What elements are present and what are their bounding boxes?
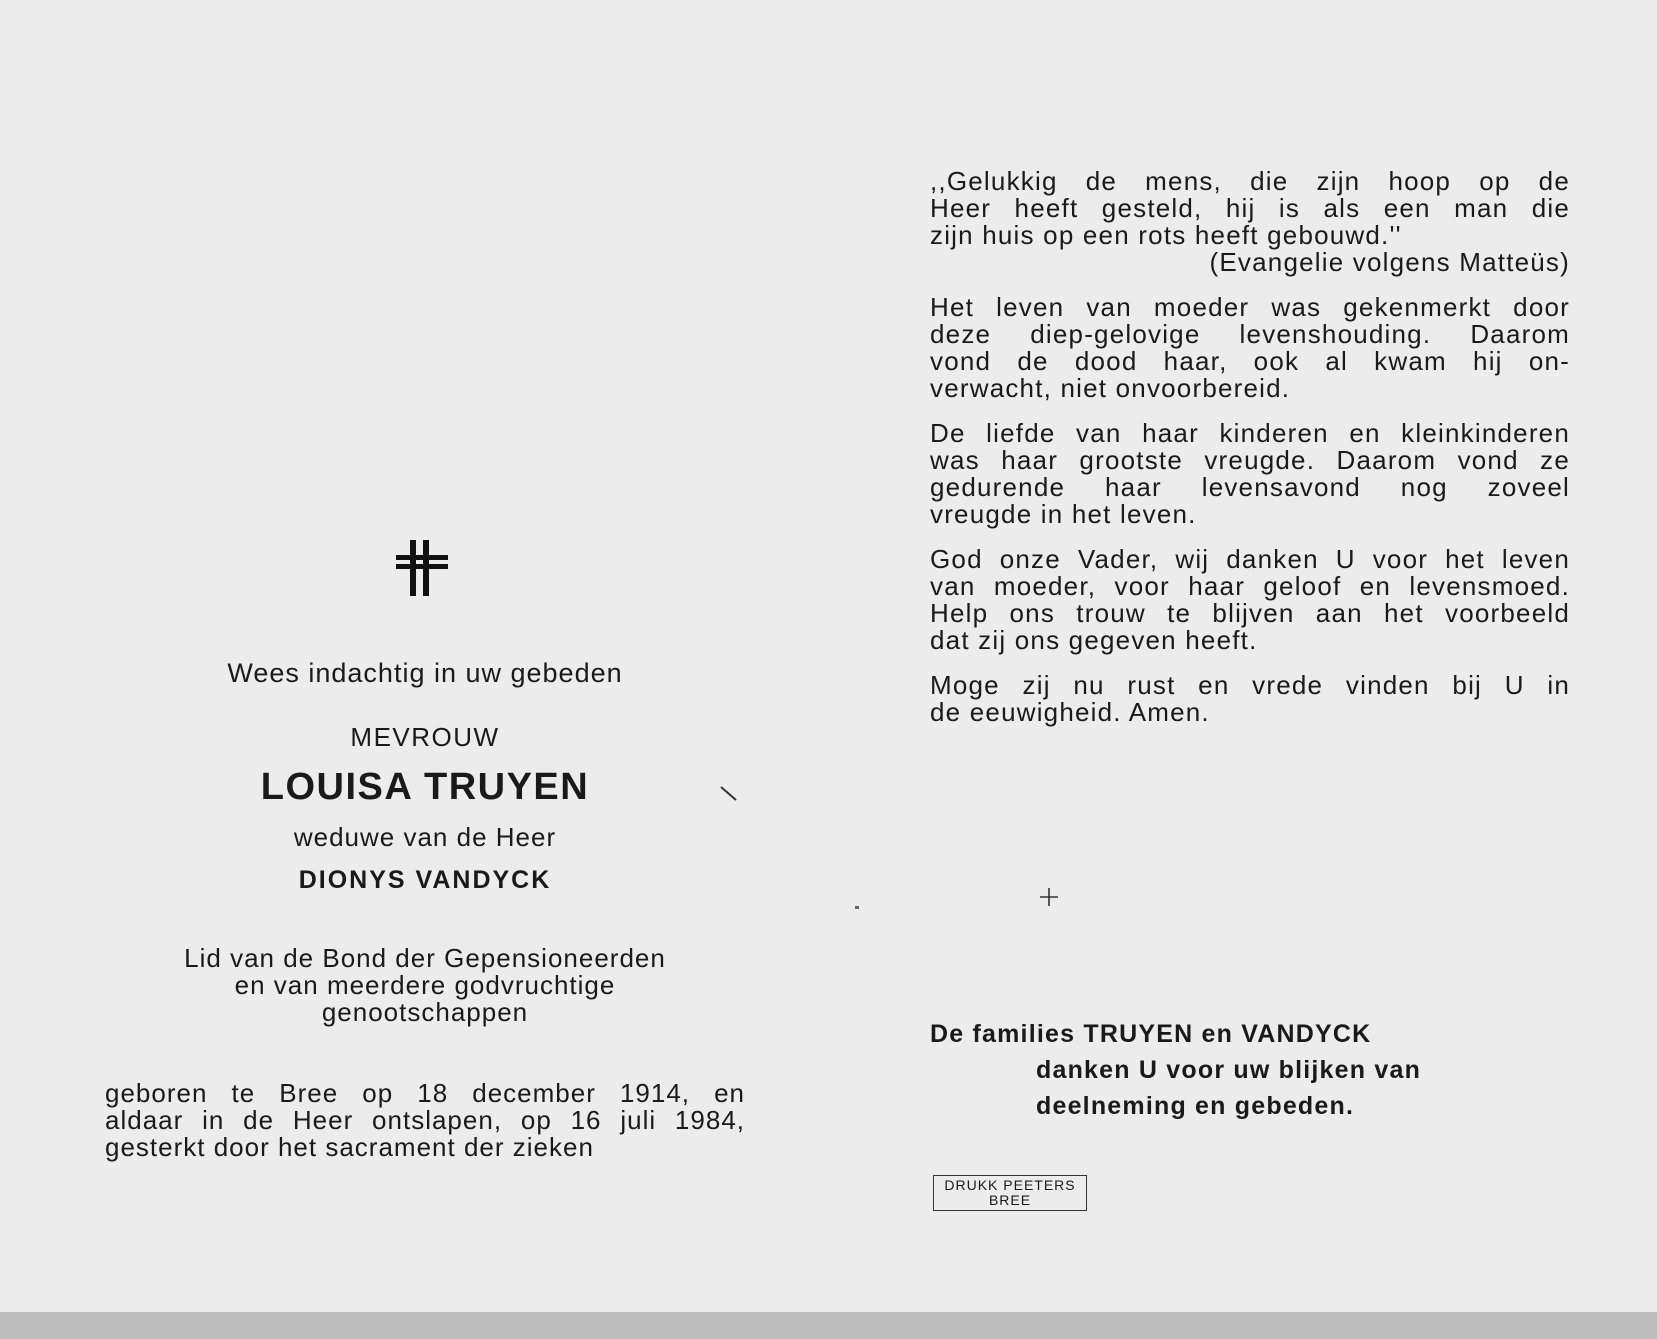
paragraph-line: vond de dood haar, ook al kwam hij on- xyxy=(930,346,1570,376)
paragraph-line: Het leven van moeder was gekenmerkt door xyxy=(930,292,1570,322)
paragraph-line: vreugde in het leven. xyxy=(930,499,1197,529)
prayer-line: Wees indachtig in uw gebeden xyxy=(227,658,623,688)
quote-line: zijn huis op een rots heeft gebouwd.'' xyxy=(930,220,1402,250)
cross-icon xyxy=(396,540,452,596)
quote-line: ,,Gelukkig de mens, die zijn hoop op de xyxy=(930,166,1570,196)
thanks-line: De families TRUYEN en VANDYCK xyxy=(930,1020,1372,1048)
thanks-line: deelneming en gebeden. xyxy=(1036,1092,1355,1120)
paragraph-line: De liefde van haar kinderen en kleinkinderen xyxy=(930,418,1570,448)
printer-name: DRUKK PEETERS xyxy=(944,1177,1076,1193)
thanks-text xyxy=(930,1016,1490,1124)
prayer-text xyxy=(930,168,1570,744)
paragraph-line: Moge zij nu rust en vrede vinden bij U in xyxy=(930,670,1570,700)
paragraph-line: God onze Vader, wij danken U voor het leven xyxy=(930,544,1570,574)
plus-icon xyxy=(1038,886,1060,908)
scan-edge xyxy=(0,1312,1657,1339)
membership-line: Lid van de Bond der Gepensioneerden xyxy=(184,943,666,973)
paragraph-line: de eeuwigheid. Amen. xyxy=(930,697,1210,727)
paragraph xyxy=(930,546,1570,654)
paragraph-line: dat zij ons gegeven heeft. xyxy=(930,625,1258,655)
deceased-name: LOUISA TRUYEN xyxy=(260,766,590,808)
paragraph-line: Help ons trouw te blijven aan het voorbeeld xyxy=(930,598,1570,628)
quote-line: Heer heeft gesteld, hij is als een man die xyxy=(930,193,1570,223)
membership-text xyxy=(80,945,770,1026)
birth-line: gesterkt door het sacrament der zieken xyxy=(105,1132,594,1162)
honorific: MEVROUW xyxy=(350,722,500,752)
birth-line: aldaar in de Heer ontslapen, op 16 juli 1984, xyxy=(105,1105,745,1135)
membership-line: en van meerdere godvruchtige xyxy=(234,970,616,1000)
paragraph xyxy=(930,294,1570,402)
paragraph-line: deze diep-gelovige levenshouding. Daarom xyxy=(930,319,1570,349)
relation-line: weduwe van de Heer xyxy=(293,822,557,852)
paragraph-line: gedurende haar levensavond nog zoveel xyxy=(930,472,1570,502)
stray-mark xyxy=(720,786,738,802)
membership-line: genootschappen xyxy=(321,997,529,1027)
paragraph-line: was haar grootste vreugde. Daarom vond ze xyxy=(930,445,1570,475)
quote-source: (Evangelie volgens Matteüs) xyxy=(1209,247,1570,277)
thanks-line: danken U voor uw blijken van xyxy=(1036,1056,1422,1084)
birth-line: geboren te Bree op 18 december 1914, en xyxy=(105,1078,745,1108)
printer-city: BREE xyxy=(988,1192,1032,1208)
birth-death-text xyxy=(105,1080,745,1161)
husband-name: DIONYS VANDYCK xyxy=(298,866,552,894)
paragraph-line: verwacht, niet onvoorbereid. xyxy=(930,373,1291,403)
paragraph xyxy=(930,420,1570,528)
quote-paragraph xyxy=(930,168,1570,276)
printer-stamp xyxy=(933,1175,1087,1211)
paragraph-line: van moeder, voor haar geloof en levensmoed. xyxy=(930,571,1570,601)
stray-dot xyxy=(855,906,859,909)
paragraph xyxy=(930,672,1570,726)
